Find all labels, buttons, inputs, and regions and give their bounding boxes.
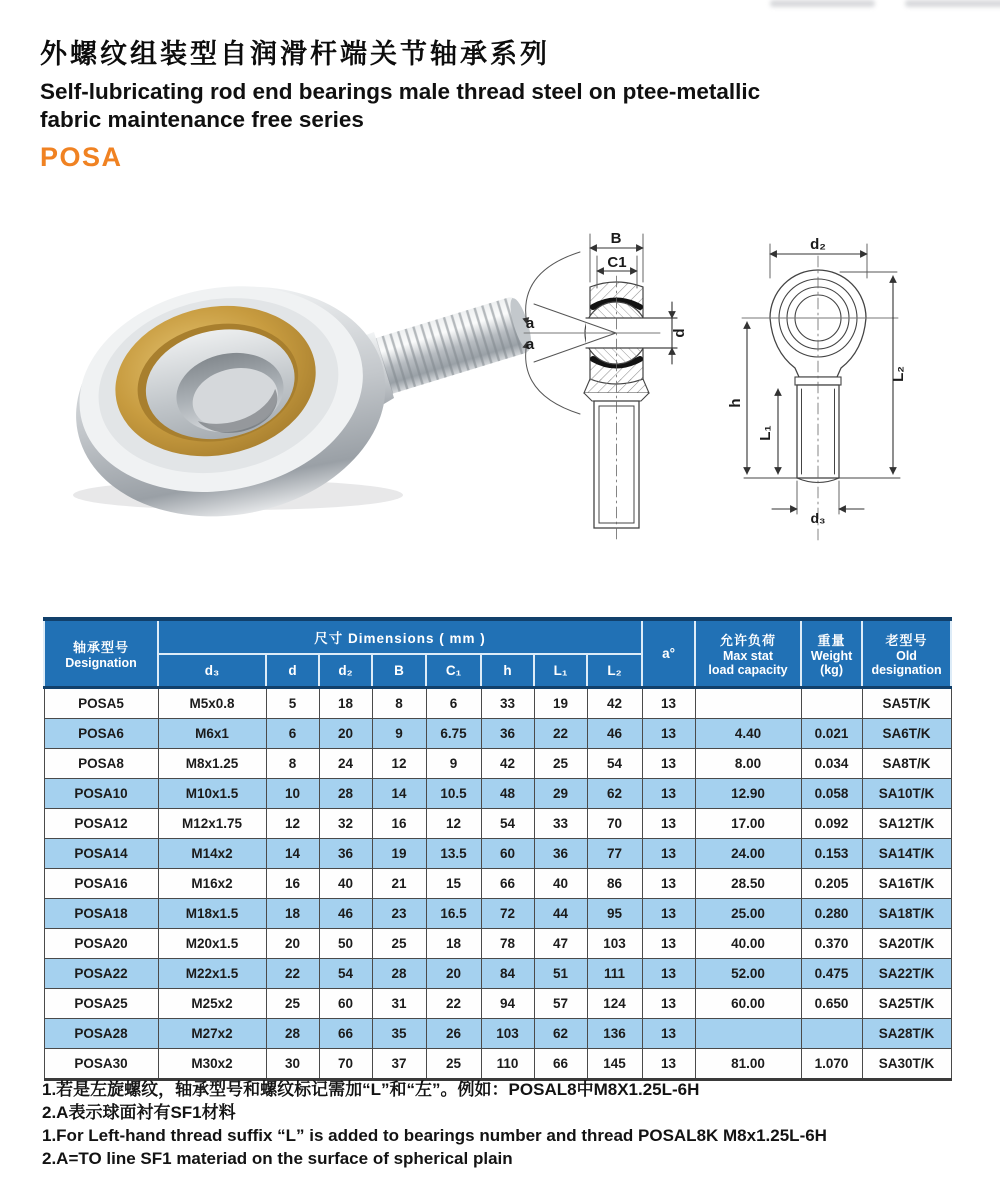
load-header-zh: 允许负荷 — [720, 632, 777, 648]
cell-angle: 13 — [642, 1048, 695, 1079]
cell-weight: 0.021 — [801, 718, 862, 748]
col-header-d3: d₃ — [158, 654, 266, 687]
cell-d2: 70 — [319, 1048, 372, 1079]
footnote-zh-2: 2.A表示球面衬有SF1材料 — [42, 1103, 236, 1123]
cell-d3: M30x2 — [158, 1048, 266, 1079]
cell-designation: POSA5 — [44, 687, 158, 718]
cell-h: 110 — [481, 1048, 534, 1079]
cell-L2: 95 — [587, 898, 642, 928]
cell-B: 23 — [372, 898, 426, 928]
col-header-B: B — [372, 654, 426, 687]
cell-d3: M8x1.25 — [158, 748, 266, 778]
table-row — [44, 687, 951, 718]
cell-load: 24.00 — [695, 838, 801, 868]
table-header — [44, 619, 951, 687]
old-header-zh: 老型号 — [885, 632, 928, 648]
cell-h: 84 — [481, 958, 534, 988]
cell-old-designation: SA30T/K — [862, 1048, 951, 1079]
cell-d: 6 — [266, 718, 319, 748]
table-row — [44, 1018, 951, 1048]
col-header-dimensions-group: 尺寸 Dimensions ( mm ) — [158, 619, 642, 654]
cell-d: 8 — [266, 748, 319, 778]
cell-L1: 44 — [534, 898, 587, 928]
cell-L2: 124 — [587, 988, 642, 1018]
cell-B: 35 — [372, 1018, 426, 1048]
front-view — [742, 244, 900, 540]
cell-L2: 70 — [587, 808, 642, 838]
cell-load — [695, 1018, 801, 1048]
cell-h: 60 — [481, 838, 534, 868]
cell-old-designation: SA22T/K — [862, 958, 951, 988]
cell-designation: POSA16 — [44, 868, 158, 898]
cell-C1: 9 — [426, 748, 481, 778]
cell-L1: 47 — [534, 928, 587, 958]
cell-weight: 1.070 — [801, 1048, 862, 1079]
cell-d: 30 — [266, 1048, 319, 1079]
cell-designation: POSA6 — [44, 718, 158, 748]
footnotes — [42, 1078, 827, 1170]
cell-B: 28 — [372, 958, 426, 988]
cell-C1: 10.5 — [426, 778, 481, 808]
cell-designation: POSA8 — [44, 748, 158, 778]
load-header-en1: Max stat — [723, 648, 774, 663]
cell-L1: 40 — [534, 868, 587, 898]
cell-designation: POSA10 — [44, 778, 158, 808]
table-row — [44, 748, 951, 778]
cell-load — [695, 687, 801, 718]
cell-d3: M14x2 — [158, 838, 266, 868]
cell-B: 9 — [372, 718, 426, 748]
cell-old-designation: SA18T/K — [862, 898, 951, 928]
page-title-english-line2: fabric maintenance free series — [40, 106, 364, 132]
cell-designation: POSA18 — [44, 898, 158, 928]
cell-h: 94 — [481, 988, 534, 1018]
cell-d3: M5x0.8 — [158, 687, 266, 718]
cell-weight: 0.370 — [801, 928, 862, 958]
cell-angle: 13 — [642, 718, 695, 748]
scan-artifact — [770, 0, 1000, 12]
table-row — [44, 868, 951, 898]
cell-h: 33 — [481, 687, 534, 718]
table-body — [44, 687, 951, 1079]
cell-weight: 0.058 — [801, 778, 862, 808]
cell-B: 14 — [372, 778, 426, 808]
series-code: POSA — [40, 142, 123, 173]
col-header-angle: a° — [642, 619, 695, 687]
cell-angle: 13 — [642, 958, 695, 988]
cell-d: 12 — [266, 808, 319, 838]
cell-d: 22 — [266, 958, 319, 988]
dim-label-h: h — [727, 398, 744, 408]
table-row — [44, 1048, 951, 1079]
cell-C1: 13.5 — [426, 838, 481, 868]
table-row — [44, 808, 951, 838]
cell-B: 16 — [372, 808, 426, 838]
cell-C1: 18 — [426, 928, 481, 958]
cell-weight: 0.092 — [801, 808, 862, 838]
cell-h: 42 — [481, 748, 534, 778]
col-header-L1: L₁ — [534, 654, 587, 687]
designation-header-en: Designation — [65, 655, 137, 670]
cell-weight — [801, 687, 862, 718]
cell-designation: POSA22 — [44, 958, 158, 988]
cell-d: 14 — [266, 838, 319, 868]
cell-weight: 0.280 — [801, 898, 862, 928]
footnote-en-2: 2.A=TO line SF1 materiad on the surface of spherical plain — [42, 1149, 513, 1169]
cell-d: 28 — [266, 1018, 319, 1048]
table-row — [44, 898, 951, 928]
cell-load: 4.40 — [695, 718, 801, 748]
cell-load: 28.50 — [695, 868, 801, 898]
cell-L2: 86 — [587, 868, 642, 898]
page-title-chinese: 外螺纹组装型自润滑杆端关节轴承系列 — [40, 39, 550, 69]
weight-header-en1: Weight — [810, 648, 853, 663]
cell-old-designation: SA12T/K — [862, 808, 951, 838]
product-photo — [38, 276, 538, 538]
cell-weight: 0.153 — [801, 838, 862, 868]
cell-B: 12 — [372, 748, 426, 778]
col-header-d2: d₂ — [319, 654, 372, 687]
cell-designation: POSA25 — [44, 988, 158, 1018]
cell-designation: POSA20 — [44, 928, 158, 958]
cell-C1: 22 — [426, 988, 481, 1018]
cell-angle: 13 — [642, 898, 695, 928]
cell-L2: 136 — [587, 1018, 642, 1048]
table-row — [44, 988, 951, 1018]
dim-label-C1: C1 — [607, 254, 627, 271]
title-block — [40, 32, 760, 173]
cell-B: 8 — [372, 687, 426, 718]
footnote-en-1: 1.For Left-hand thread suffix “L” is added to bearings number and thread POSAL8K M8x1.25L-6H — [42, 1126, 827, 1146]
cell-C1: 20 — [426, 958, 481, 988]
cell-weight — [801, 1018, 862, 1048]
table-row — [44, 928, 951, 958]
cell-C1: 16.5 — [426, 898, 481, 928]
cell-h: 78 — [481, 928, 534, 958]
weight-header-en2: (kg) — [820, 662, 843, 677]
cell-L1: 33 — [534, 808, 587, 838]
cell-C1: 15 — [426, 868, 481, 898]
angle-label-a-bottom: a — [525, 336, 535, 353]
cell-h: 36 — [481, 718, 534, 748]
cell-d: 25 — [266, 988, 319, 1018]
cell-load: 17.00 — [695, 808, 801, 838]
cell-L2: 103 — [587, 928, 642, 958]
cell-d: 20 — [266, 928, 319, 958]
cell-L1: 19 — [534, 687, 587, 718]
cell-L1: 51 — [534, 958, 587, 988]
cell-d3: M18x1.5 — [158, 898, 266, 928]
cell-d2: 20 — [319, 718, 372, 748]
cell-L1: 36 — [534, 838, 587, 868]
cross-section-view — [524, 234, 677, 542]
cell-old-designation: SA5T/K — [862, 687, 951, 718]
cell-L1: 66 — [534, 1048, 587, 1079]
footnote-zh-1: 1.若是左旋螺纹，轴承型号和螺纹标记需加“L”和“左”。例如：POSAL8中M8X1.25L-6H — [42, 1080, 700, 1099]
cell-h: 103 — [481, 1018, 534, 1048]
cell-load: 12.90 — [695, 778, 801, 808]
cell-L2: 46 — [587, 718, 642, 748]
cell-weight: 0.205 — [801, 868, 862, 898]
col-header-designation — [44, 619, 158, 687]
col-header-weight — [801, 619, 862, 687]
cell-old-designation: SA6T/K — [862, 718, 951, 748]
cell-C1: 12 — [426, 808, 481, 838]
cell-d3: M10x1.5 — [158, 778, 266, 808]
cell-d2: 40 — [319, 868, 372, 898]
cell-weight: 0.650 — [801, 988, 862, 1018]
cell-designation: POSA30 — [44, 1048, 158, 1079]
technical-drawing — [512, 220, 962, 550]
col-header-h: h — [481, 654, 534, 687]
cell-L2: 62 — [587, 778, 642, 808]
cell-weight: 0.475 — [801, 958, 862, 988]
cell-old-designation: SA10T/K — [862, 778, 951, 808]
cell-old-designation: SA25T/K — [862, 988, 951, 1018]
dim-label-d3: d₃ — [810, 510, 826, 526]
cell-L1: 22 — [534, 718, 587, 748]
cell-angle: 13 — [642, 748, 695, 778]
cell-d2: 46 — [319, 898, 372, 928]
cell-angle: 13 — [642, 928, 695, 958]
cell-d2: 24 — [319, 748, 372, 778]
cell-L2: 111 — [587, 958, 642, 988]
angle-label-a-top: a — [525, 315, 535, 332]
cell-d3: M6x1 — [158, 718, 266, 748]
cell-L2: 54 — [587, 748, 642, 778]
cell-designation: POSA28 — [44, 1018, 158, 1048]
cell-d2: 28 — [319, 778, 372, 808]
cell-d2: 50 — [319, 928, 372, 958]
cell-d2: 66 — [319, 1018, 372, 1048]
cell-d: 10 — [266, 778, 319, 808]
dim-label-d: d — [671, 328, 688, 338]
old-header-en1: Old — [896, 648, 917, 663]
cell-d2: 36 — [319, 838, 372, 868]
cell-old-designation: SA28T/K — [862, 1018, 951, 1048]
cell-designation: POSA12 — [44, 808, 158, 838]
col-header-d: d — [266, 654, 319, 687]
cell-d3: M22x1.5 — [158, 958, 266, 988]
cell-B: 21 — [372, 868, 426, 898]
cell-old-designation: SA14T/K — [862, 838, 951, 868]
cell-B: 31 — [372, 988, 426, 1018]
col-header-C1: C₁ — [426, 654, 481, 687]
cell-C1: 6.75 — [426, 718, 481, 748]
cell-d3: M16x2 — [158, 868, 266, 898]
cell-load: 60.00 — [695, 988, 801, 1018]
cell-designation: POSA14 — [44, 838, 158, 868]
cell-angle: 13 — [642, 1018, 695, 1048]
cell-angle: 13 — [642, 687, 695, 718]
cell-d: 5 — [266, 687, 319, 718]
cell-d2: 60 — [319, 988, 372, 1018]
cell-old-designation: SA16T/K — [862, 868, 951, 898]
cell-d: 18 — [266, 898, 319, 928]
cell-B: 19 — [372, 838, 426, 868]
spec-table-wrap — [43, 617, 950, 1081]
cell-C1: 25 — [426, 1048, 481, 1079]
cell-L2: 77 — [587, 838, 642, 868]
cell-L2: 42 — [587, 687, 642, 718]
cell-load: 81.00 — [695, 1048, 801, 1079]
cell-load: 25.00 — [695, 898, 801, 928]
cell-d2: 54 — [319, 958, 372, 988]
col-header-old-designation — [862, 619, 951, 687]
col-header-L2: L₂ — [587, 654, 642, 687]
cell-C1: 6 — [426, 687, 481, 718]
spec-table — [43, 617, 952, 1081]
cell-h: 48 — [481, 778, 534, 808]
cell-angle: 13 — [642, 838, 695, 868]
cell-L1: 25 — [534, 748, 587, 778]
cell-load: 40.00 — [695, 928, 801, 958]
cell-d: 16 — [266, 868, 319, 898]
cell-d3: M12x1.75 — [158, 808, 266, 838]
old-header-en2: designation — [871, 662, 942, 677]
cell-load: 52.00 — [695, 958, 801, 988]
col-header-load — [695, 619, 801, 687]
cell-weight: 0.034 — [801, 748, 862, 778]
load-header-en2: load capacity — [708, 662, 788, 677]
table-row — [44, 718, 951, 748]
cell-angle: 13 — [642, 868, 695, 898]
weight-header-zh: 重量 — [817, 632, 846, 648]
cell-h: 54 — [481, 808, 534, 838]
cell-d3: M20x1.5 — [158, 928, 266, 958]
cell-L1: 62 — [534, 1018, 587, 1048]
cell-B: 37 — [372, 1048, 426, 1079]
page-title-english — [40, 78, 760, 133]
designation-header-zh: 轴承型号 — [72, 639, 129, 655]
cell-angle: 13 — [642, 808, 695, 838]
page-title-english-line1: Self-lubricating rod end bearings male thread steel on ptee-metallic — [40, 79, 761, 104]
table-row — [44, 958, 951, 988]
cell-d3: M27x2 — [158, 1018, 266, 1048]
table-row — [44, 838, 951, 868]
cell-d2: 18 — [319, 687, 372, 718]
cell-d3: M25x2 — [158, 988, 266, 1018]
cell-L1: 29 — [534, 778, 587, 808]
cell-h: 66 — [481, 868, 534, 898]
cell-angle: 13 — [642, 778, 695, 808]
cell-B: 25 — [372, 928, 426, 958]
dim-label-d2: d₂ — [810, 236, 826, 253]
cell-angle: 13 — [642, 988, 695, 1018]
table-row — [44, 778, 951, 808]
cell-L1: 57 — [534, 988, 587, 1018]
cell-old-designation: SA20T/K — [862, 928, 951, 958]
cell-h: 72 — [481, 898, 534, 928]
cell-L2: 145 — [587, 1048, 642, 1079]
dim-label-L1: L₁ — [757, 425, 774, 441]
cell-d2: 32 — [319, 808, 372, 838]
cell-load: 8.00 — [695, 748, 801, 778]
cell-C1: 26 — [426, 1018, 481, 1048]
dim-label-B: B — [610, 230, 622, 247]
cell-old-designation: SA8T/K — [862, 748, 951, 778]
dim-label-L2: L₂ — [890, 366, 907, 382]
